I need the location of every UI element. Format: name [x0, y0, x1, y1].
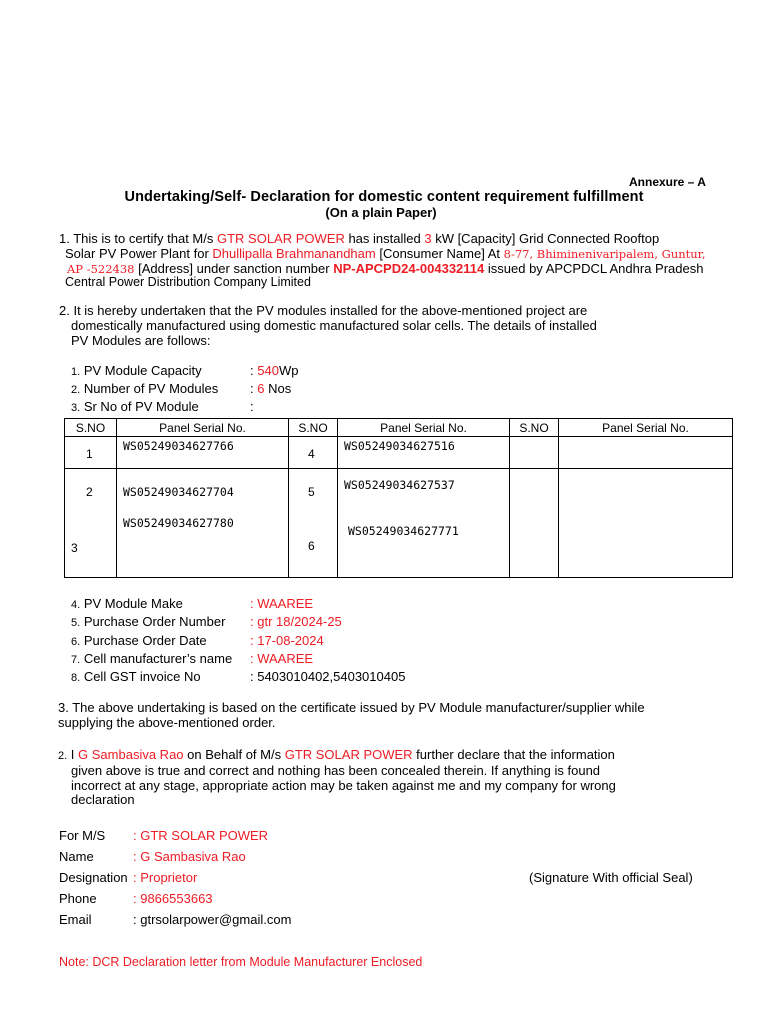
text: I — [67, 747, 79, 762]
email-value: : gtrsolarpower@gmail.com — [133, 912, 292, 927]
serial-value: WS05249034627766 — [123, 439, 234, 453]
item-number: 4. — [71, 599, 81, 611]
annexure-label: Annexure – A — [629, 175, 706, 189]
item-label: Cell GST invoice No — [83, 669, 201, 684]
phone-value: : 9866553663 — [133, 891, 213, 906]
item-po-date — [71, 633, 207, 648]
table-cell — [559, 437, 733, 469]
signature-label: (Signature With official Seal) — [529, 870, 693, 885]
header-sno: S.NO — [510, 419, 559, 437]
serial-value: WS05249034627771 — [348, 524, 459, 538]
item-pv-capacity — [71, 363, 202, 378]
item-number: 2. — [71, 384, 81, 396]
email-label: Email — [59, 912, 92, 927]
table-cell — [338, 437, 510, 469]
designation-label: Designation — [59, 870, 128, 885]
address-line-1: 8-77, Bhiminenivaripalem, Guntur, — [503, 247, 706, 261]
sno-value: 2 — [86, 485, 93, 499]
name-value: : G Sambasiva Rao — [133, 849, 246, 864]
item-serial-separator: : — [250, 399, 254, 414]
item-po-date-value: : 17-08-2024 — [250, 633, 324, 648]
sno-value: 4 — [308, 447, 315, 461]
document-subtitle: (On a plain Paper) — [325, 205, 437, 220]
header-serial: Panel Serial No. — [559, 419, 733, 437]
text: [Consumer Name] At — [375, 246, 504, 261]
table-cell — [65, 469, 117, 578]
for-label: For M/S — [59, 828, 106, 843]
item-serial-numbers — [71, 399, 199, 414]
paragraph-4-line-4: declaration — [71, 792, 135, 807]
table-cell — [65, 437, 117, 469]
table-cell — [117, 469, 289, 578]
header-sno: S.NO — [65, 419, 117, 437]
paragraph-2-line-1: 2. It is hereby undertaken that the PV modules installed for the above-mentioned project are — [59, 303, 588, 318]
text: on Behalf of M/s — [183, 747, 285, 762]
item-unit: Nos — [264, 381, 292, 396]
sno-value: 3 — [71, 541, 78, 555]
item-value: 540 — [257, 363, 279, 378]
text: issued by APCPDCL Andhra Pradesh — [484, 261, 704, 276]
item-label: Sr No of PV Module — [83, 399, 199, 414]
text: further declare that the information — [412, 747, 615, 762]
paragraph-3-line-2: supplying the above-mentioned order. — [58, 715, 276, 730]
item-gst-invoice — [71, 669, 201, 684]
table-row — [65, 437, 733, 469]
item-unit: Wp — [278, 363, 299, 378]
declarant-name: G Sambasiva Rao — [78, 747, 184, 762]
serial-value: WS05249034627780 — [123, 516, 234, 530]
paragraph-3-line-1: 3. The above undertaking is based on the certificate issued by PV Module manufacturer/supplier while — [58, 700, 645, 715]
text: [Address] under sanction number — [134, 261, 334, 276]
item-label: PV Module Capacity — [83, 363, 202, 378]
item-po-number-value: : gtr 18/2024-25 — [250, 614, 342, 629]
consumer-name: Dhullipalla Brahmanandham — [212, 246, 376, 261]
item-label: Cell manufacturer’s name — [83, 651, 233, 666]
address-line-2: AP -522438 — [67, 262, 135, 276]
paragraph-2-line-2: domestically manufactured using domestic manufactured solar cells. The details of installed — [71, 318, 597, 333]
sno-value: 1 — [86, 447, 93, 461]
separator: : — [250, 381, 258, 396]
separator: : — [250, 363, 258, 378]
text: Solar PV Power Plant for — [65, 246, 213, 261]
name-label: Name — [59, 849, 94, 864]
serial-value: WS05249034627704 — [123, 485, 234, 499]
item-label: Purchase Order Date — [83, 633, 207, 648]
item-module-make — [71, 596, 183, 611]
designation-value: : Proprietor — [133, 870, 198, 885]
table-cell — [289, 469, 338, 578]
text: 1. This is to certify that M/s — [59, 231, 217, 246]
capacity-value: 3 — [424, 231, 432, 246]
paragraph-1-line-2 — [65, 246, 706, 261]
item-label: Number of PV Modules — [83, 381, 219, 396]
table-cell — [338, 469, 510, 578]
paragraph-1-line-1 — [59, 231, 714, 246]
paragraph-2-line-3: PV Modules are follows: — [71, 333, 211, 348]
table-cell — [117, 437, 289, 469]
item-number: 1. — [71, 366, 81, 378]
sno-value: 5 — [308, 485, 315, 499]
footer-note: Note: DCR Declaration letter from Module Manufacturer Enclosed — [59, 955, 423, 969]
item-po-number — [71, 614, 225, 629]
sanction-number: NP-APCPD24-004332114 — [333, 261, 485, 276]
sno-value: 6 — [308, 539, 315, 553]
item-cell-manufacturer-value: : WAAREE — [250, 651, 314, 666]
item-number: 8. — [71, 672, 81, 684]
paragraph-1-line-4: Central Power Distribution Company Limited — [65, 275, 311, 289]
phone-label: Phone — [59, 891, 97, 906]
item-number: 5. — [71, 617, 81, 629]
table-cell — [559, 469, 733, 578]
header-sno: S.NO — [289, 419, 338, 437]
item-number: 2. — [58, 750, 68, 762]
item-number: 7. — [71, 654, 81, 666]
item-module-count — [71, 381, 218, 396]
item-label: Purchase Order Number — [83, 614, 226, 629]
company-name: GTR SOLAR POWER — [216, 231, 345, 246]
item-value: 6 — [257, 381, 265, 396]
table-cell — [510, 469, 559, 578]
serial-value: WS05249034627537 — [344, 478, 455, 492]
for-value: : GTR SOLAR POWER — [133, 828, 269, 843]
serial-value: WS05249034627516 — [344, 439, 455, 453]
document-title: Undertaking/Self- Declaration for domestic content requirement fulfillment — [124, 189, 644, 205]
text: kW [Capacity] Grid Connected Rooftop — [431, 231, 660, 246]
serial-number-table — [64, 418, 733, 578]
paragraph-4-line-3: incorrect at any stage, appropriate action may be taken against me and my company for wrong — [71, 778, 616, 793]
table-cell — [289, 437, 338, 469]
item-label: PV Module Make — [83, 596, 183, 611]
table-header-row — [65, 419, 733, 437]
item-module-make-value: : WAAREE — [250, 596, 314, 611]
item-number: 3. — [71, 402, 81, 414]
header-serial: Panel Serial No. — [117, 419, 289, 437]
paragraph-4-line-1 — [58, 747, 615, 762]
table-cell — [510, 437, 559, 469]
item-module-count-value — [250, 381, 291, 396]
item-cell-manufacturer — [71, 651, 232, 666]
company-name: GTR SOLAR POWER — [284, 747, 413, 762]
table-row — [65, 469, 733, 578]
paragraph-4-line-2: given above is true and correct and nothing has been concealed therein. If anything is found — [71, 763, 601, 778]
item-gst-invoice-value: : 5403010402,5403010405 — [250, 669, 406, 684]
item-pv-capacity-value — [250, 363, 298, 378]
text: has installed — [344, 231, 425, 246]
item-number: 6. — [71, 636, 81, 648]
paragraph-1-line-3 — [67, 261, 703, 276]
header-serial: Panel Serial No. — [338, 419, 510, 437]
